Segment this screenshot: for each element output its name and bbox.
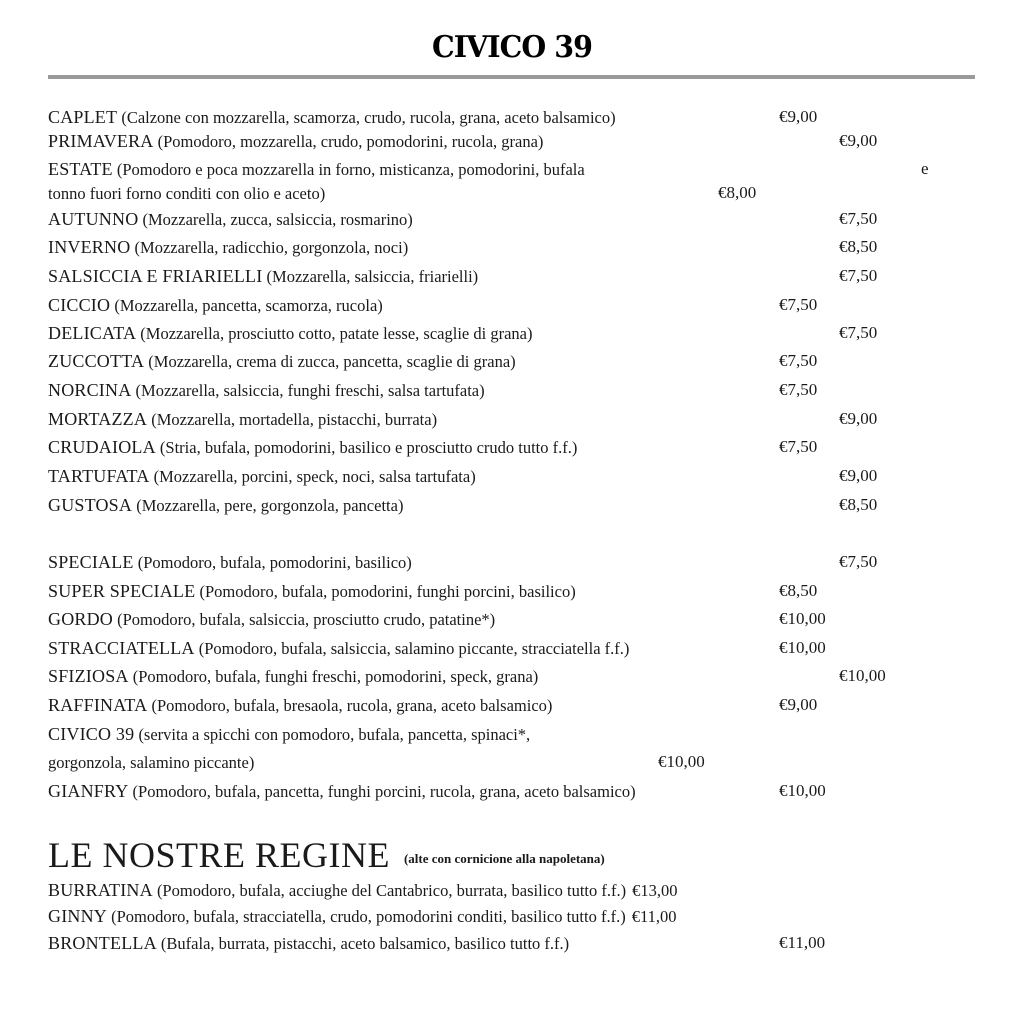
menu-item (48, 879, 678, 902)
item-name: GORDO (48, 609, 114, 629)
menu-title: CIVICO 39 (431, 30, 592, 65)
item-description: (Mozzarella, salsiccia, funghi freschi, salsa tartufata) (131, 381, 485, 400)
item-name: INVERNO (48, 237, 131, 257)
item-description: (Calzone con mozzarella, scamorza, crudo, rucola, grana, aceto balsamico) (117, 108, 616, 127)
item-price: €9,00 (839, 466, 878, 485)
item-description: (Mozzarella, prosciutto cotto, patate lesse, scaglie di grana) (136, 324, 533, 343)
item-name: SUPER SPECIALE (48, 581, 196, 601)
item-name: AUTUNNO (48, 209, 139, 229)
item-name: SPECIALE (48, 552, 134, 572)
regine-title: LE NOSTRE REGINE (48, 835, 390, 875)
item-description: (Pomodoro, bufala, bresaola, rucola, grana, aceto balsamico) (147, 696, 553, 715)
menu-item (48, 637, 629, 660)
item-price: €7,50 (839, 209, 878, 228)
item-description: (Stria, bufala, pomodorini, basilico e prosciutto crudo tutto f.f.) (155, 438, 578, 457)
item-price: €10,00 (779, 638, 826, 657)
item-name: NORCINA (48, 380, 132, 400)
menu-item (48, 751, 254, 774)
menu-item (48, 436, 577, 459)
item-description: (Mozzarella, zucca, salsiccia, rosmarino) (138, 210, 413, 229)
menu-item (48, 158, 585, 181)
item-name: GUSTOSA (48, 495, 133, 515)
regine-heading (48, 834, 605, 876)
item-price: €13,00 (632, 881, 678, 900)
menu-item (48, 130, 543, 153)
item-description: (Mozzarella, pancetta, scamorza, rucola) (110, 296, 383, 315)
item-name: GINNY (48, 906, 107, 926)
menu-item (48, 905, 676, 928)
item-name: ESTATE (48, 159, 113, 179)
item-price: €8,50 (839, 495, 878, 514)
item-price: €8,50 (779, 581, 818, 600)
item-description: (Mozzarella, pere, gorgonzola, pancetta) (132, 496, 404, 515)
item-name: PRIMAVERA (48, 131, 154, 151)
menu-item (48, 182, 325, 205)
item-description: (Mozzarella, radicchio, gorgonzola, noci) (130, 238, 409, 257)
item-price: €10,00 (658, 752, 705, 771)
menu-item (48, 932, 569, 955)
item-price: €9,00 (779, 695, 818, 714)
item-description: (Pomodoro e poca mozzarella in forno, misticanza, pomodorini, bufala (112, 160, 585, 179)
menu-item (48, 694, 552, 717)
item-description: (Pomodoro, bufala, pomodorini, funghi porcini, basilico) (195, 582, 576, 601)
item-name: STRACCIATELLA (48, 638, 195, 658)
item-name: BRONTELLA (48, 933, 157, 953)
item-description: (Mozzarella, salsiccia, friarielli) (262, 267, 479, 286)
item-name: SFIZIOSA (48, 666, 129, 686)
item-price: €9,00 (839, 409, 878, 428)
item-name: ZUCCOTTA (48, 351, 145, 371)
item-price: €10,00 (779, 781, 826, 800)
item-price: €7,50 (779, 437, 818, 456)
item-name: GIANFRY (48, 781, 129, 801)
menu-item (48, 408, 437, 431)
item-price: €10,00 (839, 666, 886, 685)
item-description: (Mozzarella, crema di zucca, pancetta, scaglie di grana) (144, 352, 516, 371)
item-name: MORTAZZA (48, 409, 148, 429)
item-description: (Pomodoro, mozzarella, crudo, pomodorini, rucola, grana) (153, 132, 544, 151)
item-name: CAPLET (48, 107, 118, 127)
menu-item (48, 294, 383, 317)
item-description: (Mozzarella, mortadella, pistacchi, burrata) (147, 410, 438, 429)
item-name: CRUDAIOLA (48, 437, 156, 457)
menu-item (48, 208, 413, 231)
menu-item (48, 106, 616, 129)
item-description: (Pomodoro, bufala, funghi freschi, pomodorini, speck, grana) (128, 667, 539, 686)
menu-item (48, 350, 516, 373)
menu-item (48, 265, 478, 288)
item-name: BURRATINA (48, 880, 153, 900)
item-price: €9,00 (779, 107, 818, 126)
item-price: €10,00 (779, 609, 826, 628)
menu-item (48, 465, 476, 488)
item-price: €9,00 (839, 131, 878, 150)
item-price: €7,50 (779, 351, 818, 370)
item-price: €7,50 (839, 552, 878, 571)
title-divider (48, 75, 975, 79)
item-description: (Pomodoro, bufala, pomodorini, basilico) (133, 553, 412, 572)
item-price: €7,50 (779, 380, 818, 399)
item-description: (Pomodoro, bufala, salsiccia, prosciutto crudo, patatine*) (113, 610, 496, 629)
item-description: (Pomodoro, bufala, acciughe del Cantabrico, burrata, basilico tutto f.f.) (152, 881, 627, 900)
item-name: SALSICCIA E FRIARIELLI (48, 266, 263, 286)
menu-item (48, 665, 538, 688)
item-name: TARTUFATA (48, 466, 150, 486)
item-description: (Pomodoro, bufala, pancetta, funghi porcini, rucola, grana, aceto balsamico) (128, 782, 636, 801)
item-description: (Mozzarella, porcini, speck, noci, salsa tartufata) (149, 467, 476, 486)
menu-item (48, 494, 403, 517)
menu-item (48, 551, 412, 574)
regine-subtitle: (alte con cornicione alla napoletana) (403, 851, 605, 866)
item-description: gorgonzola, salamino piccante) (48, 753, 255, 772)
item-name: CIVICO 39 (48, 724, 135, 744)
menu-item (48, 379, 485, 402)
item-price: €7,50 (839, 266, 878, 285)
menu-item (48, 322, 532, 345)
item-description: tonno fuori forno conditi con olio e aceto) (48, 184, 326, 203)
item-description: (Pomodoro, bufala, stracciatella, crudo, pomodorini conditi, basilico tutto f.f.) (107, 907, 626, 926)
item-name: CICCIO (48, 295, 111, 315)
item-description: (Bufala, burrata, pistacchi, aceto balsamico, basilico tutto f.f.) (156, 934, 570, 953)
item-price: €7,50 (779, 295, 818, 314)
item-price: €8,00 (718, 183, 757, 202)
item-name: DELICATA (48, 323, 137, 343)
menu-item (48, 580, 576, 603)
menu-item (48, 723, 536, 746)
menu-item (48, 780, 636, 803)
menu-item (48, 608, 495, 631)
item-price: €8,50 (839, 237, 878, 256)
item-description: (servita a spicchi con pomodoro, bufala, pancetta, spinaci*, (134, 725, 531, 744)
item-name: RAFFINATA (48, 695, 148, 715)
item-price: €7,50 (839, 323, 878, 342)
menu-item (48, 236, 408, 259)
item-price: €11,00 (631, 907, 677, 926)
item-description: (Pomodoro, bufala, salsiccia, salamino piccante, stracciatella f.f.) (194, 639, 630, 658)
item-price: €11,00 (779, 933, 826, 952)
item-price: e (921, 159, 929, 178)
